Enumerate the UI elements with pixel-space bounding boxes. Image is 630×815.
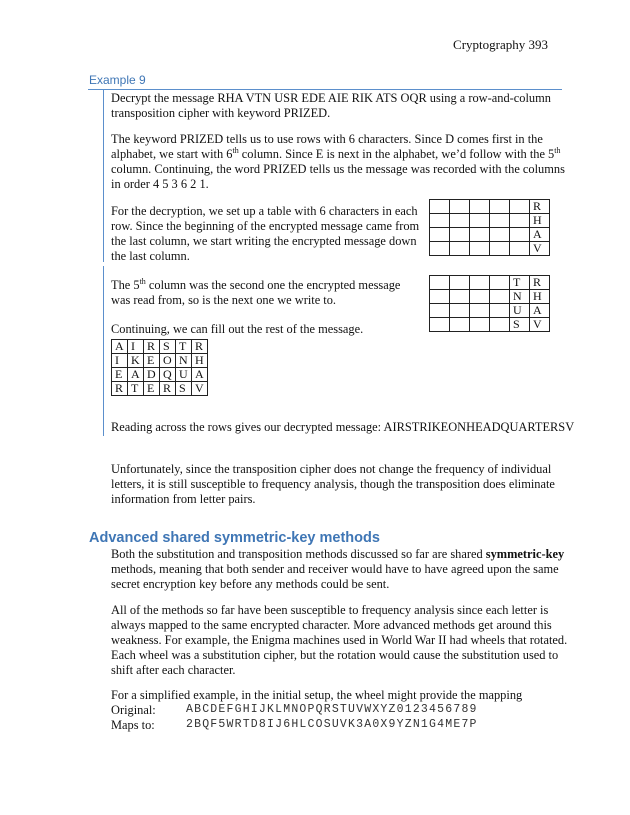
grid3-cell: U <box>176 368 192 382</box>
grid3-cell: R <box>160 382 176 396</box>
grid3-cell: E <box>144 382 160 396</box>
grid3-row <box>112 382 208 396</box>
grid2-cell: R <box>530 276 550 290</box>
grid3-cell: T <box>176 340 192 354</box>
grid3-cell: D <box>144 368 160 382</box>
grid3-cell: R <box>144 340 160 354</box>
grid1-cell <box>490 242 510 256</box>
grid2-cell <box>450 304 470 318</box>
example-continue-text: Continuing, we can fill out the rest of the message. <box>111 322 364 336</box>
grid1-row <box>430 214 550 228</box>
section-heading: Advanced shared symmetric-key methods <box>89 530 380 546</box>
grid3-cell: O <box>160 354 176 368</box>
grid2-cell <box>450 276 470 290</box>
grid3-cell: N <box>176 354 192 368</box>
grid2-row <box>430 276 550 290</box>
grid3-cell: A <box>192 368 208 382</box>
grid2-cell <box>430 290 450 304</box>
grid3-row <box>112 368 208 382</box>
grid-step-1 <box>429 199 550 256</box>
grid1-cell <box>510 200 530 214</box>
maps-to-value: 2BQF5WRTD8IJ6HLCOSUVK3A0X9YZN1G4ME7P <box>186 718 478 731</box>
example-title: Example 9 <box>89 73 146 87</box>
grid2-cell <box>430 276 450 290</box>
grid1-cell <box>450 200 470 214</box>
example-rule <box>88 89 562 90</box>
grid3-cell: R <box>192 340 208 354</box>
grid1-cell <box>430 242 450 256</box>
grid2-cell <box>490 290 510 304</box>
grid1-cell: V <box>530 242 550 256</box>
grid3-cell: E <box>144 354 160 368</box>
grid1-cell: A <box>530 228 550 242</box>
grid3-cell: K <box>128 354 144 368</box>
grid1-cell <box>450 228 470 242</box>
grid2-cell: V <box>530 318 550 332</box>
grid3-row <box>112 354 208 368</box>
grid2-cell <box>470 290 490 304</box>
grid1-row <box>430 228 550 242</box>
grid2-cell: A <box>530 304 550 318</box>
grid1-cell <box>430 200 450 214</box>
page-header: Cryptography 393 <box>453 37 548 52</box>
grid3-cell: A <box>112 340 128 354</box>
grid1-cell <box>450 214 470 228</box>
grid1-cell <box>470 228 490 242</box>
example-keyword-explanation: The keyword PRIZED tells us to use rows with 6 characters. Since D comes first in the alphabet, we start with 6th column. Since E is next in the alphabet, we’d follow with the 5th column. Continuing, the word PRIZED tells us the message was recorded with the columns in order 4 5 3 6 2 1. <box>111 132 565 191</box>
grid2-cell <box>470 318 490 332</box>
grid2-cell <box>470 276 490 290</box>
grid3-cell: V <box>192 382 208 396</box>
grid1-row <box>430 242 550 256</box>
grid-complete <box>111 339 208 396</box>
grid3-cell: H <box>192 354 208 368</box>
grid2-cell: S <box>510 318 530 332</box>
grid1-cell <box>510 242 530 256</box>
grid3-cell: I <box>128 340 144 354</box>
example-left-bar-2 <box>103 266 104 436</box>
example-result-text: Reading across the rows gives our decrypted message: AIRSTRIKEONHEADQUARTERSV <box>111 420 575 434</box>
grid2-cell: H <box>530 290 550 304</box>
section-paragraph-1: Both the substitution and transposition methods discussed so far are shared symmetric-key methods, meaning that both sender and receiver would have to have agreed upon the same secret encryption key before any methods could be sent. <box>111 547 565 591</box>
grid3-cell: T <box>128 382 144 396</box>
grid3-cell: A <box>128 368 144 382</box>
grid2-cell <box>490 276 510 290</box>
grid2-cell: N <box>510 290 530 304</box>
grid-step-2 <box>429 275 550 332</box>
grid3-cell: Q <box>160 368 176 382</box>
grid1-cell <box>470 214 490 228</box>
section-paragraph-3: For a simplified example, in the initial setup, the wheel might provide the mapping <box>111 688 523 702</box>
grid2-cell <box>490 318 510 332</box>
grid2-cell: U <box>510 304 530 318</box>
grid2-cell <box>470 304 490 318</box>
grid2-row <box>430 318 550 332</box>
grid1-cell <box>430 228 450 242</box>
maps-to-label: Maps to: <box>111 718 155 732</box>
grid3-row <box>112 340 208 354</box>
grid3-cell: E <box>112 368 128 382</box>
grid2-cell <box>450 290 470 304</box>
grid1-cell <box>490 200 510 214</box>
example-problem: Decrypt the message RHA VTN USR EDE AIE RIK ATS OQR using a row-and-column transposition cipher with keyword PRIZED. <box>111 91 551 120</box>
grid2-cell <box>450 318 470 332</box>
grid1-cell: R <box>530 200 550 214</box>
grid1-cell <box>510 228 530 242</box>
grid3-cell: S <box>176 382 192 396</box>
grid1-cell <box>450 242 470 256</box>
example-fifth-column-text: The 5th column was the second one the encrypted message was read from, so is the next one we write to. <box>111 276 401 307</box>
grid3-cell: R <box>112 382 128 396</box>
grid3-cell: S <box>160 340 176 354</box>
original-label: Original: <box>111 703 156 717</box>
grid1-cell: H <box>530 214 550 228</box>
grid1-cell <box>470 242 490 256</box>
frequency-note: Unfortunately, since the transposition cipher does not change the frequency of individual letters, it is still susceptible to frequency analysis, though the transposition does eliminate information from letter pairs. <box>111 462 555 506</box>
grid1-cell <box>510 214 530 228</box>
grid1-cell <box>490 228 510 242</box>
grid1-cell <box>430 214 450 228</box>
grid1-row <box>430 200 550 214</box>
grid2-cell <box>430 318 450 332</box>
grid2-row <box>430 304 550 318</box>
grid2-cell <box>490 304 510 318</box>
grid2-cell: T <box>510 276 530 290</box>
grid2-cell <box>430 304 450 318</box>
grid1-cell <box>470 200 490 214</box>
grid2-row <box>430 290 550 304</box>
original-value: ABCDEFGHIJKLMNOPQRSTUVWXYZ0123456789 <box>186 703 478 716</box>
section-paragraph-2: All of the methods so far have been susceptible to frequency analysis since each letter is always mapped to the same encrypted character. More advanced methods get around this weakness. For example, the Enigma machines used in World War II had wheels that rotated. Each wheel was a substitution cipher, but the rotation would cause the substitution used to shift after each character. <box>111 603 568 677</box>
example-left-bar-1 <box>103 89 104 262</box>
example-setup-text: For the decryption, we set up a table with 6 characters in each row. Since the beginning of the encrypted message came from the last column, we start writing the encrypted message down the last column. <box>111 204 420 263</box>
grid1-cell <box>490 214 510 228</box>
grid3-cell: I <box>112 354 128 368</box>
